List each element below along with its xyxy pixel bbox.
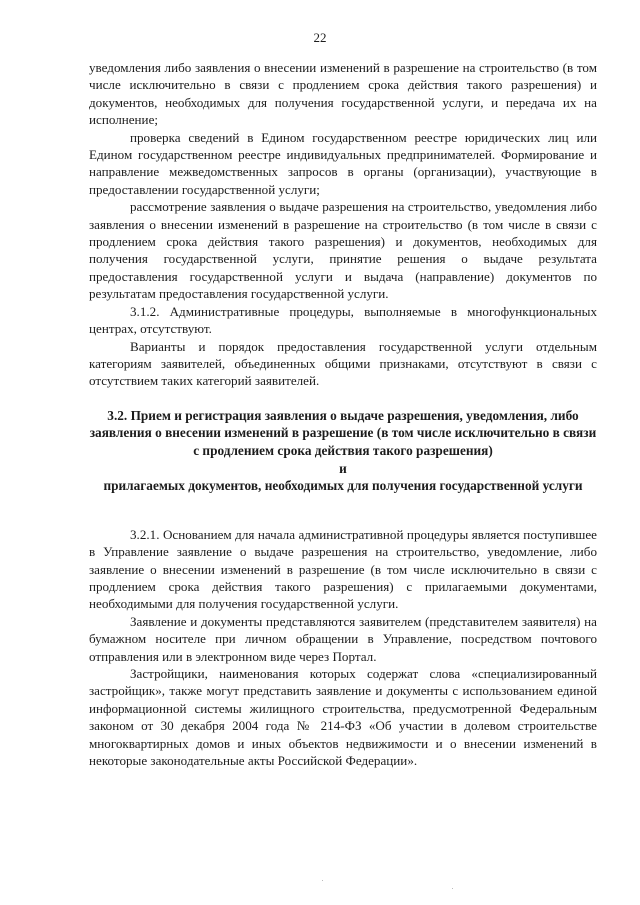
- paragraph-submission: Заявление и документы представляются заявителем (представителем заявителя) на бумажном носителе при личном обращении в Управление, посредством почтового отправления или в электронном виде через Портал.: [89, 613, 597, 664]
- paragraph-basis: 3.2.1. Основанием для начала административной процедуры является поступившее в Управление заявление о выдаче разрешения на строительство, уведомление, либо заявление о внесении изменений в разрешение (в том числе исключительно в связи с продлением срока действия такого разрешения) с прилагаемыми документами, необходимыми для получения государственной услуги.: [89, 526, 597, 612]
- paragraph-variants: Варианты и порядок предоставления государственной услуги отдельным категориям заявителей, объединенных общими признаками, отсутствуют в связи с отсутствием таких категорий заявителей.: [89, 338, 597, 389]
- paragraph-registry-check: проверка сведений в Едином государственном реестре юридических лиц или Едином государственном реестре индивидуальных предпринимателей. Формирование и направление межведомственных запросов в органы (организации), участвующие в предоставлении государственной услуги;: [89, 129, 597, 197]
- page-number: 22: [313, 30, 327, 45]
- paragraph-continuation: уведомления либо заявления о внесении изменений в разрешение на строительство (в том числе исключительно в связи с продлением срока действия такого разрешения) и документов, необходимых для получения государственной услуги, и передача их на исполнение;: [89, 60, 597, 128]
- paragraph-review: рассмотрение заявления о выдаче разрешения на строительство, уведомления либо заявления о внесении изменений в разрешение на строительство (в том числе в связи с продлением срока действия такого разрешения) и документов, необходимых для получения государственной услуги, принятие решения о выдаче результата предоставления государственной услуги и выдача (направление) документов по результатам предоставления государственной услуги.: [89, 199, 597, 302]
- section-heading-line-3: прилагаемых документов, необходимых для получения государственной услуги: [103, 478, 583, 494]
- page-body: [89, 59, 597, 769]
- paragraph-developers: Застройщики, наименования которых содержат слова «специализированный застройщик», также могут представить заявление и документы с использованием единой информационной системы жилищного строительства, предусмотренной Федеральным законом от 30 декабря 2004 года № 214-ФЗ «Об участии в долевом строительстве многоквартирных домов и иных объектов недвижимости и о внесении изменений в некоторые законодательные акты Российской Федерации».: [89, 665, 597, 768]
- section-heading-line-2: и: [339, 460, 347, 476]
- section-heading: [89, 407, 597, 495]
- scan-speck: [322, 880, 323, 881]
- scan-speck: [452, 888, 453, 889]
- paragraph-mfc-procedures: 3.1.2. Административные процедуры, выполняемые в многофункциональных центрах, отсутствуют.: [89, 303, 597, 337]
- section-heading-line-1: 3.2. Прием и регистрация заявления о выдаче разрешения, уведомления, либо заявления о внесении изменений в разрешение (в том числе исключительно в связи с продлением срока действия такого разрешения): [89, 407, 597, 458]
